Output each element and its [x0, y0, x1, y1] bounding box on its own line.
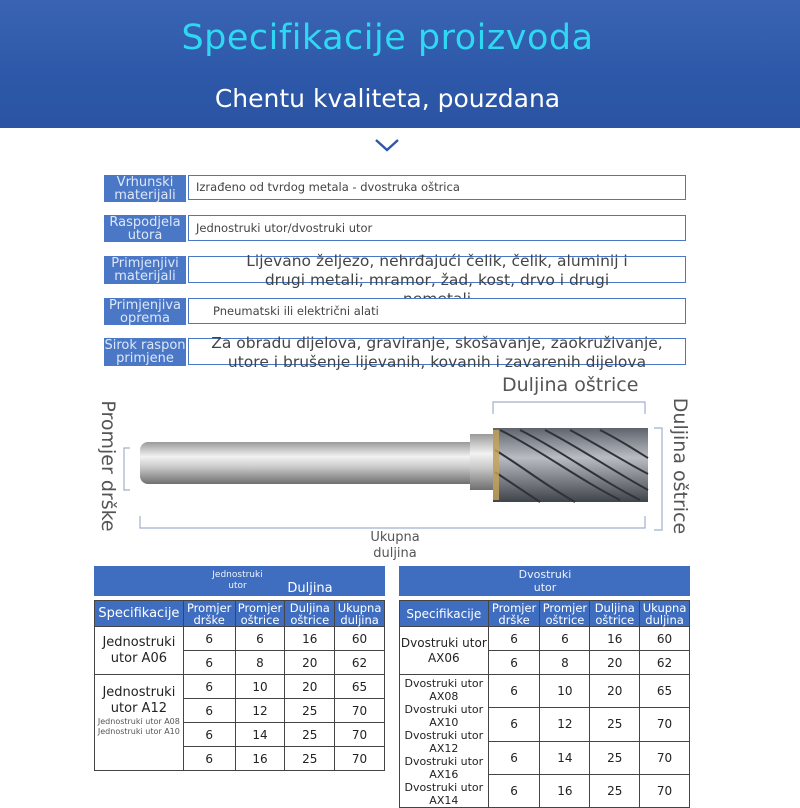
- table-row: Dvostruki utor AX06 6 6 16 60: [400, 627, 690, 651]
- left-model-a06: Jednostruki utor A06: [95, 627, 184, 675]
- right-col-total-len: Ukupna duljina: [640, 601, 690, 627]
- left-col-blade-len: Duljina oštrice: [285, 601, 335, 627]
- table-row: 6 14 25 70: [400, 741, 690, 774]
- spec-label-applicable-materials: Primjenjivi materijali: [104, 256, 186, 284]
- table-row: Jednostruki utor A06 6 6 16 60: [95, 627, 385, 651]
- spec-value-equipment: Pneumatski ili električni alati: [188, 298, 686, 324]
- table-row: 6 12 25 70: [95, 699, 385, 723]
- table-row: 6 8 20 62: [400, 651, 690, 675]
- table-row: 6 16 25 70: [95, 747, 385, 771]
- left-group-label: Jednostruki utor: [212, 570, 263, 591]
- table-row: 6 12 25 70: [400, 708, 690, 741]
- chevron-down-icon[interactable]: [373, 136, 401, 154]
- table-row: Dvostruki utor AX08 Dvostruki utor AX10 Dvostruki utor AX12 Dvostruki utor AX16 Dvostruki utor AX14 6 10 20 65: [400, 675, 690, 708]
- right-group-label: Dvostruki utor: [518, 568, 572, 594]
- left-blade-length-overlay: Duljina: [287, 581, 333, 596]
- right-col-shank: Promjer drške: [488, 601, 540, 627]
- blade-length-label-side: Duljina oštrice: [669, 397, 691, 535]
- left-col-total-len: Ukupna duljina: [335, 601, 385, 627]
- left-spec-table: [94, 600, 385, 771]
- right-spec-table: [399, 600, 690, 808]
- right-col-spec: Specifikacije: [400, 601, 489, 627]
- spec-value-applicable-materials: Lijevano željezo, nehrđajući čelik, čelik, aluminij i drugi metali; mramor, žad, kost, drvo i drugi: [188, 256, 686, 283]
- left-col-shank: Promjer drške: [183, 601, 235, 627]
- spec-value-application: Za obradu dijelova, graviranje, skošavanje, zaokruživanje, utore i brušenje lijevanih, kovanih i zavarenih dijelova: [188, 338, 686, 365]
- spec-label-equipment: Primjenjiva oprema: [104, 298, 186, 325]
- table-row: 6 8 20 62: [95, 651, 385, 675]
- blade-length-label-top: Duljina oštrice: [502, 374, 639, 396]
- right-col-blade-len: Duljina oštrice: [590, 601, 640, 627]
- right-model-ax06: Dvostruki utor AX06: [400, 627, 489, 675]
- table-row: 6 16 25 70: [400, 774, 690, 807]
- left-col-blade-dia: Promjer oštrice: [235, 601, 285, 627]
- right-model-ax08: Dvostruki utor AX08 Dvostruki utor AX10 Dvostruki utor AX12 Dvostruki utor AX16 Dvostruki utor AX14: [400, 675, 489, 808]
- page-title: Specifikacije proizvoda: [181, 18, 594, 58]
- spec-label-application: Širok raspon primjene: [104, 338, 186, 366]
- total-length-label: Ukupna duljina: [370, 530, 420, 561]
- page-subtitle: Chentu kvaliteta, pouzdana: [214, 84, 561, 113]
- table-row: Jednostruki utor A12 Jednostruki utor A08 Jednostruki utor A10 6 10 20 65: [95, 675, 385, 699]
- spec-value-materials: Izrađeno od tvrdog metala - dvostruka oštrica: [188, 175, 686, 200]
- right-col-blade-dia: Promjer oštrice: [540, 601, 590, 627]
- spec-value-flutes: Jednostruki utor/dvostruki utor: [188, 215, 686, 241]
- spec-label-flutes: Raspodjela utora: [104, 215, 186, 242]
- spec-label-materials: Vrhunski materijali: [104, 175, 186, 202]
- shank-diameter-label: Promjer drške: [97, 400, 119, 532]
- table-row: 6 14 25 70: [95, 723, 385, 747]
- left-col-spec: Specifikacije: [95, 601, 184, 627]
- left-model-a12: Jednostruki utor A12 Jednostruki utor A08 Jednostruki utor A10: [95, 675, 184, 771]
